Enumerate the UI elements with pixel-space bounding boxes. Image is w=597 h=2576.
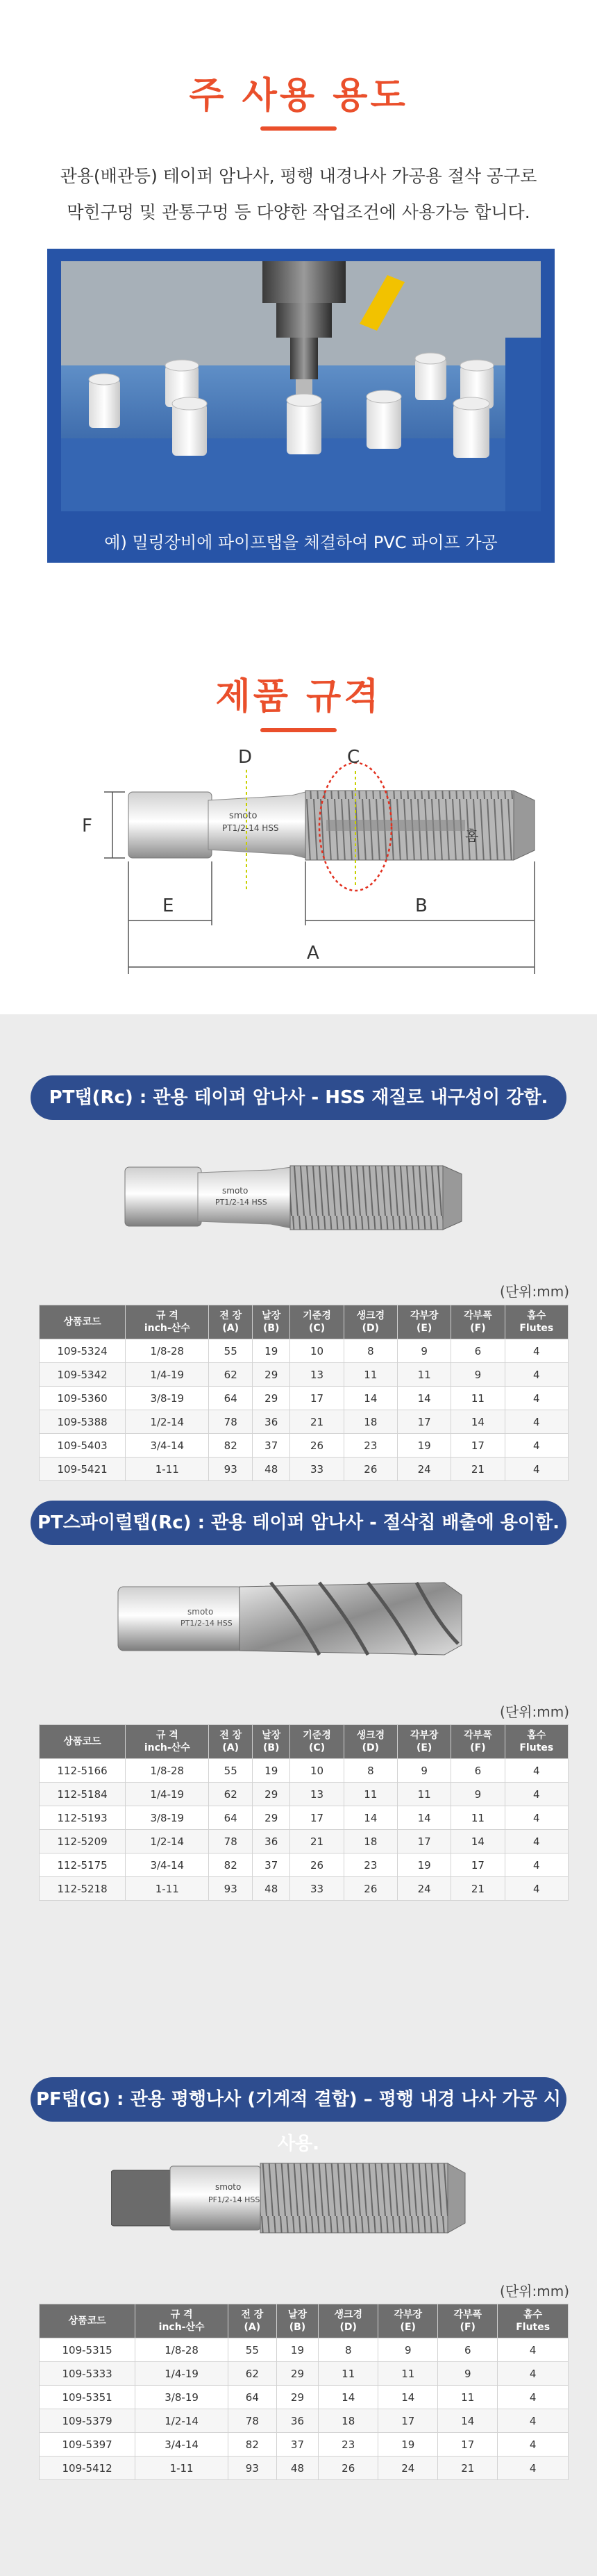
column-header-line: 상품코드 (63, 1736, 101, 1747)
table-cell: 10 (290, 1339, 344, 1363)
table-cell: 29 (253, 1783, 290, 1806)
table-cell: 14 (344, 1806, 397, 1830)
tool-marking-2: PT1/2-14 HSS (222, 823, 279, 833)
spec-table-header (40, 2304, 569, 2338)
table-cell: 109-5388 (40, 1410, 126, 1434)
table-cell: 6 (438, 2338, 498, 2362)
table-cell: 9 (451, 1363, 505, 1387)
column-header-line: (A) (222, 1742, 239, 1753)
table-row (40, 1877, 569, 1901)
table-cell: 13 (290, 1783, 344, 1806)
table-row (40, 2457, 569, 2480)
table-cell: 11 (398, 1783, 451, 1806)
pt-spiral-tap-image (111, 1567, 486, 1671)
column-header-line: 상품코드 (63, 1316, 101, 1328)
table-cell: 36 (276, 2409, 319, 2433)
table-cell: 13 (290, 1363, 344, 1387)
pt-tap-image (111, 1146, 486, 1250)
column-header-line: (B) (262, 1742, 280, 1753)
table-cell: 6 (451, 1759, 505, 1783)
spec-table (39, 1724, 569, 1901)
column-header-line: 생크경 (356, 1730, 385, 1741)
table-cell: 29 (276, 2362, 319, 2386)
product-title-pill: PT스파이럴탭(Rc) : 관용 테이퍼 암나사 - 절삭칩 배출에 용이함. (31, 1501, 566, 1545)
product-title-pill: PF탭(G) : 관용 평행나사 (기계적 결합) – 평행 내경 나사 가공 시 사용. (31, 2077, 566, 2122)
column-header-line: 각부장 (394, 2309, 423, 2320)
table-cell: 14 (319, 2386, 378, 2409)
table-cell: 17 (290, 1806, 344, 1830)
table-cell: 17 (290, 1387, 344, 1410)
table-cell: 1/2-14 (135, 2409, 228, 2433)
usage-description (0, 158, 597, 231)
column-header (438, 2304, 498, 2338)
column-header (276, 2304, 319, 2338)
pf-tap-image (111, 2147, 486, 2251)
spec-table (39, 1305, 569, 1481)
column-header-line: 각부폭 (453, 2309, 482, 2320)
dim-a-label: A (307, 943, 319, 964)
table-cell: 11 (451, 1387, 505, 1410)
column-header-line: (D) (362, 1742, 380, 1753)
table-cell: 11 (398, 1363, 451, 1387)
table-cell: 9 (378, 2338, 438, 2362)
table-cell: 6 (451, 1339, 505, 1363)
column-header-line: inch-산수 (158, 2322, 205, 2333)
table-cell: 109-5342 (40, 1363, 126, 1387)
table-cell: 1-11 (126, 1877, 209, 1901)
table-cell: 11 (344, 1363, 397, 1387)
column-header-line: 규 격 (170, 2309, 193, 2320)
table-cell: 9 (438, 2362, 498, 2386)
column-header (290, 1725, 344, 1759)
products-section (0, 1014, 597, 2576)
column-header (228, 2304, 276, 2338)
spec-table-header-row (40, 1725, 569, 1759)
column-header-line: (D) (362, 1323, 380, 1334)
table-cell: 4 (505, 1783, 568, 1806)
tool-marking-2: PT1/2-14 HSS (215, 1198, 267, 1207)
spec-table-header-row (40, 1305, 569, 1339)
column-header-line: (B) (262, 1323, 280, 1334)
table-cell: 17 (451, 1853, 505, 1877)
column-header-line: 홈수 (527, 1730, 546, 1741)
table-cell: 4 (505, 1434, 568, 1458)
dim-f-label: F (82, 816, 92, 836)
dim-b-label: B (415, 895, 428, 916)
column-header-line: (F) (470, 1742, 486, 1753)
table-cell: 62 (209, 1783, 253, 1806)
dim-e-label: E (162, 895, 174, 916)
table-cell: 112-5166 (40, 1759, 126, 1783)
unit-label: (단위:mm) (500, 1703, 569, 1720)
table-row (40, 1830, 569, 1853)
table-cell: 1-11 (135, 2457, 228, 2480)
table-cell: 4 (505, 1458, 568, 1481)
table-row (40, 2338, 569, 2362)
table-cell: 4 (505, 1806, 568, 1830)
table-cell: 18 (344, 1410, 397, 1434)
column-header-line: 날장 (287, 2309, 307, 2320)
column-header-line: 홈수 (523, 2309, 543, 2320)
table-cell: 1/4-19 (126, 1363, 209, 1387)
column-header-line: 생크경 (356, 1310, 385, 1321)
table-cell: 33 (290, 1458, 344, 1481)
table-cell: 21 (438, 2457, 498, 2480)
usage-description-line-1: 관용(배관등) 테이퍼 암나사, 평행 내경나사 가공용 절삭 공구로 (60, 166, 537, 186)
table-cell: 36 (253, 1830, 290, 1853)
table-cell: 21 (451, 1877, 505, 1901)
column-header (344, 1305, 397, 1339)
table-cell: 55 (209, 1759, 253, 1783)
table-cell: 109-5412 (40, 2457, 135, 2480)
spec-table (39, 2304, 569, 2480)
table-cell: 17 (398, 1830, 451, 1853)
table-row (40, 1806, 569, 1830)
table-cell: 19 (276, 2338, 319, 2362)
table-cell: 1/8-28 (126, 1339, 209, 1363)
table-row (40, 1387, 569, 1410)
table-cell: 78 (209, 1410, 253, 1434)
column-header-line: (A) (244, 2322, 261, 2333)
table-cell: 82 (209, 1434, 253, 1458)
table-cell: 29 (253, 1806, 290, 1830)
usage-photo-frame (47, 249, 555, 563)
table-cell: 4 (498, 2457, 569, 2480)
table-cell: 4 (505, 1759, 568, 1783)
table-cell: 78 (209, 1830, 253, 1853)
spec-table-header (40, 1725, 569, 1759)
table-cell: 11 (438, 2386, 498, 2409)
table-cell: 1/4-19 (135, 2362, 228, 2386)
table-cell: 17 (378, 2409, 438, 2433)
column-header-line: 규 격 (155, 1310, 178, 1321)
table-cell: 55 (228, 2338, 276, 2362)
usage-section (0, 0, 597, 597)
column-header-line: (E) (400, 2322, 416, 2333)
usage-title-underline (260, 126, 337, 131)
table-cell: 1/8-28 (126, 1759, 209, 1783)
milling-pvc-photo (61, 261, 541, 511)
column-header-line: 홈수 (527, 1310, 546, 1321)
table-cell: 82 (228, 2433, 276, 2457)
column-header (398, 1725, 451, 1759)
column-header (209, 1725, 253, 1759)
column-header-line: (A) (222, 1323, 239, 1334)
column-header (40, 1725, 126, 1759)
table-cell: 109-5403 (40, 1434, 126, 1458)
table-cell: 3/8-19 (126, 1387, 209, 1410)
table-cell: 4 (505, 1339, 568, 1363)
table-cell: 48 (276, 2457, 319, 2480)
table-cell: 26 (344, 1877, 397, 1901)
column-header-line: (E) (416, 1742, 432, 1753)
table-row (40, 2409, 569, 2433)
spec-table-body (40, 2338, 569, 2480)
table-cell: 19 (253, 1759, 290, 1783)
table-cell: 10 (290, 1759, 344, 1783)
table-cell: 4 (498, 2362, 569, 2386)
table-cell: 24 (378, 2457, 438, 2480)
table-cell: 14 (451, 1410, 505, 1434)
table-cell: 48 (253, 1877, 290, 1901)
column-header (253, 1305, 290, 1339)
table-cell: 109-5315 (40, 2338, 135, 2362)
table-cell: 112-5209 (40, 1830, 126, 1853)
spec-table-body (40, 1339, 569, 1481)
table-cell: 4 (498, 2433, 569, 2457)
table-cell: 29 (253, 1363, 290, 1387)
table-cell: 9 (398, 1759, 451, 1783)
table-cell: 1/2-14 (126, 1410, 209, 1434)
table-cell: 3/4-14 (126, 1853, 209, 1877)
table-cell: 4 (498, 2409, 569, 2433)
table-cell: 82 (209, 1853, 253, 1877)
table-cell: 4 (505, 1410, 568, 1434)
table-row (40, 1410, 569, 1434)
table-cell: 26 (344, 1458, 397, 1481)
column-header-line: 전 장 (241, 2309, 264, 2320)
table-cell: 37 (276, 2433, 319, 2457)
table-cell: 112-5184 (40, 1783, 126, 1806)
table-cell: 62 (209, 1363, 253, 1387)
table-cell: 18 (344, 1830, 397, 1853)
table-cell: 109-5324 (40, 1339, 126, 1363)
table-cell: 4 (505, 1387, 568, 1410)
table-cell: 78 (228, 2409, 276, 2433)
column-header (209, 1305, 253, 1339)
table-cell: 109-5421 (40, 1458, 126, 1481)
table-cell: 112-5218 (40, 1877, 126, 1901)
table-cell: 17 (438, 2433, 498, 2457)
column-header (398, 1305, 451, 1339)
table-cell: 4 (498, 2338, 569, 2362)
table-cell: 11 (378, 2362, 438, 2386)
column-header-line: 날장 (262, 1310, 281, 1321)
column-header-line: 날장 (262, 1730, 281, 1741)
table-cell: 8 (344, 1759, 397, 1783)
column-header-line: 기준경 (303, 1730, 331, 1741)
column-header-line: 규 격 (155, 1730, 178, 1741)
table-cell: 36 (253, 1410, 290, 1434)
table-cell: 109-5333 (40, 2362, 135, 2386)
column-header-line: 기준경 (303, 1310, 331, 1321)
column-header (290, 1305, 344, 1339)
column-header-line: 상품코드 (68, 2315, 106, 2327)
table-cell: 26 (290, 1853, 344, 1877)
table-cell: 11 (319, 2362, 378, 2386)
column-header (126, 1305, 209, 1339)
table-cell: 14 (398, 1806, 451, 1830)
table-cell: 19 (253, 1339, 290, 1363)
table-cell: 14 (378, 2386, 438, 2409)
table-cell: 3/4-14 (126, 1434, 209, 1458)
table-cell: 112-5193 (40, 1806, 126, 1830)
table-cell: 19 (398, 1434, 451, 1458)
usage-photo-caption: 예) 밀링장비에 파이프탭을 체결하여 PVC 파이프 가공 (104, 533, 498, 552)
table-cell: 3/8-19 (135, 2386, 228, 2409)
table-cell: 23 (319, 2433, 378, 2457)
table-cell: 14 (451, 1830, 505, 1853)
table-cell: 21 (451, 1458, 505, 1481)
table-cell: 48 (253, 1458, 290, 1481)
usage-title: 주 사용 용도 (189, 75, 408, 117)
table-cell: 1/2-14 (126, 1830, 209, 1853)
column-header (498, 2304, 569, 2338)
column-header (378, 2304, 438, 2338)
table-cell: 23 (344, 1434, 397, 1458)
column-header-line: Flutes (519, 1323, 554, 1334)
table-cell: 24 (398, 1458, 451, 1481)
column-header (40, 1305, 126, 1339)
usage-description-line-2: 막힌구멍 및 관통구멍 등 다양한 작업조건에 사용가능 합니다. (67, 202, 530, 222)
table-row (40, 1363, 569, 1387)
table-cell: 29 (276, 2386, 319, 2409)
column-header (126, 1725, 209, 1759)
table-cell: 14 (344, 1387, 397, 1410)
table-cell: 33 (290, 1877, 344, 1901)
table-cell: 109-5379 (40, 2409, 135, 2433)
spec-table-body (40, 1759, 569, 1901)
column-header (135, 2304, 228, 2338)
table-cell: 21 (290, 1410, 344, 1434)
column-header-line: (B) (289, 2322, 306, 2333)
table-cell: 4 (498, 2386, 569, 2409)
table-cell: 93 (209, 1458, 253, 1481)
table-cell: 109-5360 (40, 1387, 126, 1410)
column-header (40, 2304, 135, 2338)
column-header-line: Flutes (516, 2322, 550, 2333)
column-header-line: inch-산수 (144, 1323, 190, 1334)
column-header-line: (F) (470, 1323, 486, 1334)
table-cell: 21 (290, 1830, 344, 1853)
unit-label: (단위:mm) (500, 2283, 569, 2300)
table-cell: 3/8-19 (126, 1806, 209, 1830)
table-cell: 11 (451, 1806, 505, 1830)
table-cell: 112-5175 (40, 1853, 126, 1877)
table-cell: 1-11 (126, 1458, 209, 1481)
table-cell: 37 (253, 1434, 290, 1458)
table-cell: 1/8-28 (135, 2338, 228, 2362)
table-cell: 4 (505, 1830, 568, 1853)
table-cell: 11 (344, 1783, 397, 1806)
table-cell: 14 (398, 1387, 451, 1410)
table-cell: 24 (398, 1877, 451, 1901)
table-cell: 8 (344, 1339, 397, 1363)
column-header-line: (C) (309, 1742, 326, 1753)
column-header-line: 각부폭 (464, 1730, 492, 1741)
groove-label: 홈 (465, 827, 479, 844)
column-header (319, 2304, 378, 2338)
table-cell: 4 (505, 1877, 568, 1901)
tool-marking-2: PF1/2-14 HSS (208, 2195, 260, 2204)
column-header-line: (F) (460, 2322, 476, 2333)
tool-marking: smoto (222, 1186, 249, 1196)
table-cell: 37 (253, 1853, 290, 1877)
table-cell: 55 (209, 1339, 253, 1363)
spec-section (0, 597, 597, 1014)
tool-marking: smoto (187, 1607, 214, 1617)
table-cell: 93 (228, 2457, 276, 2480)
column-header (253, 1725, 290, 1759)
column-header-line: Flutes (519, 1742, 554, 1753)
dimension-diagram (0, 723, 597, 1014)
table-cell: 4 (505, 1853, 568, 1877)
table-row (40, 1458, 569, 1481)
column-header-line: inch-산수 (144, 1742, 190, 1753)
tool-marking-2: PT1/2-14 HSS (180, 1619, 233, 1628)
column-header-line: 전 장 (219, 1730, 242, 1741)
spec-title: 제품 규격 (215, 676, 382, 718)
tool-marking: smoto (229, 811, 258, 821)
table-cell: 9 (451, 1783, 505, 1806)
column-header-line: 각부폭 (464, 1310, 492, 1321)
table-cell: 19 (378, 2433, 438, 2457)
dim-c-label: C (347, 747, 360, 768)
unit-label: (단위:mm) (500, 1283, 569, 1300)
table-cell: 19 (398, 1853, 451, 1877)
table-cell: 17 (398, 1410, 451, 1434)
dim-d-label: D (238, 747, 253, 768)
table-row (40, 1339, 569, 1363)
table-cell: 18 (319, 2409, 378, 2433)
column-header (451, 1725, 505, 1759)
table-cell: 1/4-19 (126, 1783, 209, 1806)
table-cell: 64 (209, 1387, 253, 1410)
table-cell: 109-5351 (40, 2386, 135, 2409)
table-cell: 8 (319, 2338, 378, 2362)
product-title-pill: PT탭(Rc) : 관용 테이퍼 암나사 - HSS 재질로 내구성이 강함. (31, 1075, 566, 1120)
table-row (40, 2386, 569, 2409)
column-header-line: 생크경 (334, 2309, 363, 2320)
table-cell: 23 (344, 1853, 397, 1877)
spec-table-header (40, 1305, 569, 1339)
table-cell: 3/4-14 (135, 2433, 228, 2457)
column-header-line: (D) (339, 2322, 357, 2333)
column-header (505, 1725, 568, 1759)
table-row (40, 1853, 569, 1877)
column-header (505, 1305, 568, 1339)
table-cell: 4 (505, 1363, 568, 1387)
table-cell: 64 (209, 1806, 253, 1830)
table-cell: 26 (290, 1434, 344, 1458)
table-row (40, 1434, 569, 1458)
column-header-line: (E) (416, 1323, 432, 1334)
table-cell: 93 (209, 1877, 253, 1901)
column-header (451, 1305, 505, 1339)
table-cell: 14 (438, 2409, 498, 2433)
table-row (40, 2362, 569, 2386)
table-row (40, 2433, 569, 2457)
column-header-line: 전 장 (219, 1310, 242, 1321)
table-cell: 109-5397 (40, 2433, 135, 2457)
table-cell: 64 (228, 2386, 276, 2409)
tool-marking: smoto (215, 2182, 242, 2192)
table-cell: 62 (228, 2362, 276, 2386)
table-row (40, 1783, 569, 1806)
tool-square-end (128, 792, 212, 858)
column-header-line: 각부장 (410, 1730, 439, 1741)
table-row (40, 1759, 569, 1783)
table-cell: 29 (253, 1387, 290, 1410)
spec-table-header-row (40, 2304, 569, 2338)
table-cell: 9 (398, 1339, 451, 1363)
column-header (344, 1725, 397, 1759)
table-cell: 26 (319, 2457, 378, 2480)
table-cell: 17 (451, 1434, 505, 1458)
column-header-line: (C) (309, 1323, 326, 1334)
column-header-line: 각부장 (410, 1310, 439, 1321)
